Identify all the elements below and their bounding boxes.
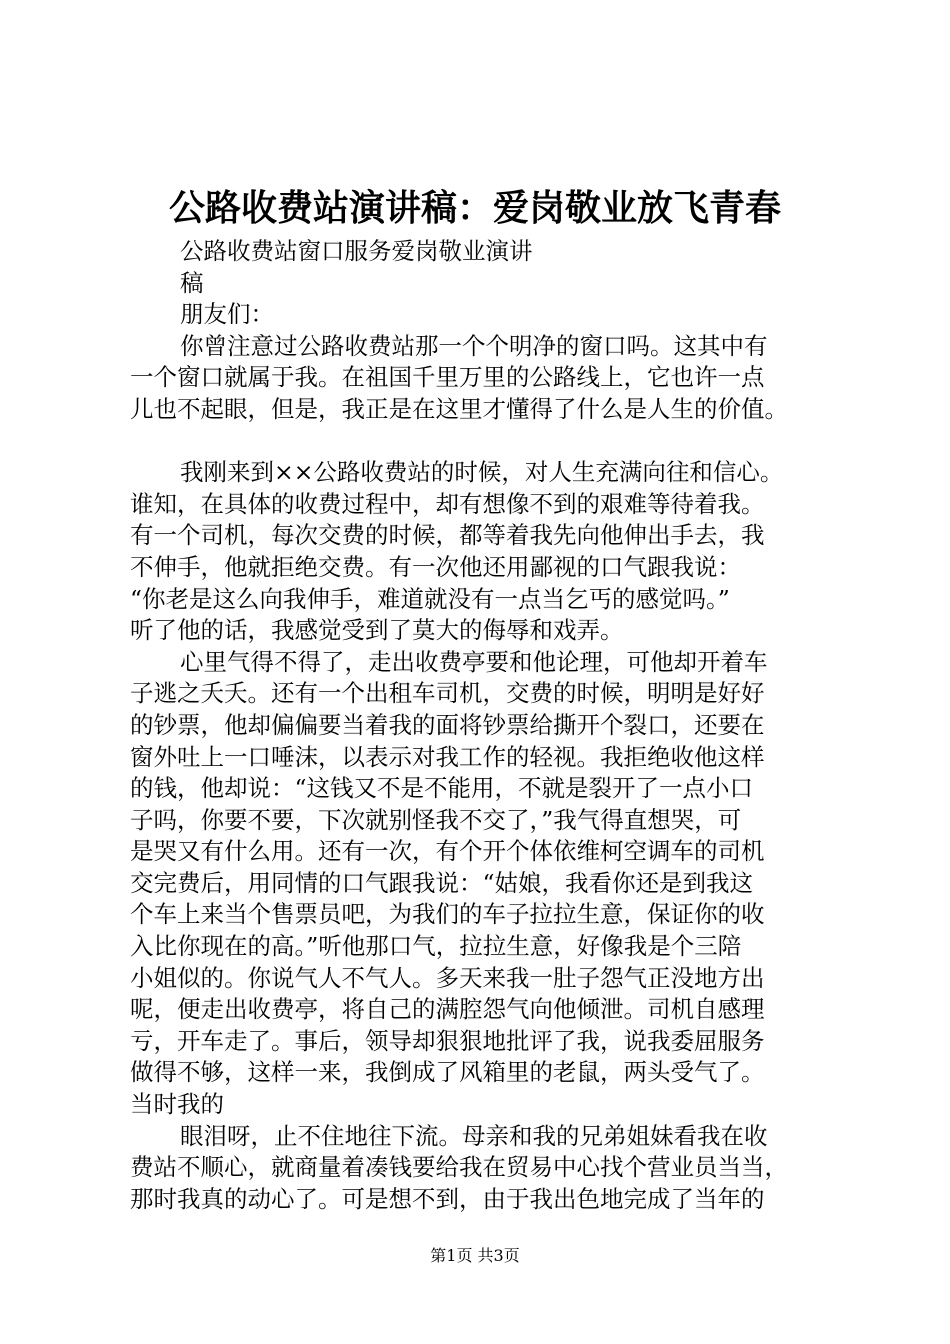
body-line: 的钱，他却说：“这钱又不是不能用，不就是裂开了一点小口: [130, 774, 754, 803]
body-line: [130, 426, 850, 458]
body-line: 是哭又有什么用。还有一次，有个开个体依维柯空调车的司机: [130, 837, 765, 866]
body-line: 亏，开车走了。事后，领导却狠狠地批评了我，说我委屈服务: [130, 1026, 765, 1055]
body-line: 公路收费站窗口服务爱岗敬业演讲: [180, 237, 533, 265]
body-line: 子逃之夭夭。还有一个出租车司机，交费的时候，明明是好好: [130, 679, 765, 708]
body-line: 当时我的: [130, 1090, 224, 1119]
body-line: 谁知，在具体的收费过程中，却有想像不到的艰难等待着我。: [130, 489, 765, 518]
body-line: 眼泪呀，止不住地往下流。母亲和我的兄弟姐妹看我在收: [180, 1121, 768, 1150]
body-line: 不伸手，他就拒绝交费。有一次他还用鄙视的口气跟我说：: [130, 552, 741, 581]
page-footer: 第1页 共3页: [430, 1246, 520, 1265]
body-line: 我刚来到××公路收费站的时候，对人生充满向往和信心。: [180, 458, 784, 487]
body-line: 有一个司机，每次交费的时候，都等着我先向他伸出手去，我: [130, 521, 765, 550]
body-line: 听了他的话，我感觉受到了莫大的侮辱和戏弄。: [130, 616, 624, 645]
body-line: 小姐似的。你说气人不气人。多天来我一肚子怨气正没地方出: [130, 963, 765, 992]
body-line: 入比你现在的高。”听他那口气，拉拉生意，好像我是个三陪: [130, 932, 742, 961]
body-line: “你老是这么向我伸手，难道就没有一点当乞丐的感觉吗。”: [130, 584, 730, 613]
body-line: 稿: [180, 268, 204, 297]
body-line: 的钞票，他却偏偏要当着我的面将钞票给撕开个裂口，还要在: [130, 710, 765, 739]
body-line: 窗外吐上一口唾沫，以表示对我工作的轻视。我拒绝收他这样: [130, 742, 765, 771]
body-line: 子吗，你要不要，下次就别怪我不交了，”我气得直想哭，可: [130, 805, 742, 834]
body-line: 交完费后，用同情的口气跟我说：“姑娘，我看你还是到我这: [130, 868, 754, 897]
body-line: 儿也不起眼，但是，我正是在这里才懂得了什么是人生的价值。: [130, 394, 788, 423]
body-line: 朋友们：: [180, 300, 274, 329]
document-body: [130, 236, 850, 1215]
body-line: 个车上来当个售票员吧，为我们的车子拉拉生意，保证你的收: [130, 900, 765, 929]
document-title: 公路收费站演讲稿：爱岗敬业放飞青春: [168, 187, 781, 229]
body-line: 心里气得不得了，走出收费亭要和他论理，可他却开着车: [180, 647, 768, 676]
body-line: 做得不够，这样一来，我倒成了风箱里的老鼠，两头受气了。: [130, 1058, 765, 1087]
body-line: 费站不顺心，就商量着凑钱要给我在贸易中心找个营业员当当，: [130, 1153, 788, 1182]
body-line: 呢，便走出收费亭，将自己的满腔怨气向他倾泄。司机自感理: [130, 995, 765, 1024]
body-line: 那时我真的动心了。可是想不到，由于我出色地完成了当年的: [130, 1184, 765, 1213]
body-line: 一个窗口就属于我。在祖国千里万里的公路线上，它也许一点: [130, 363, 765, 392]
body-line: 你曾注意过公路收费站那一个个明净的窗口吗。这其中有: [180, 331, 768, 360]
